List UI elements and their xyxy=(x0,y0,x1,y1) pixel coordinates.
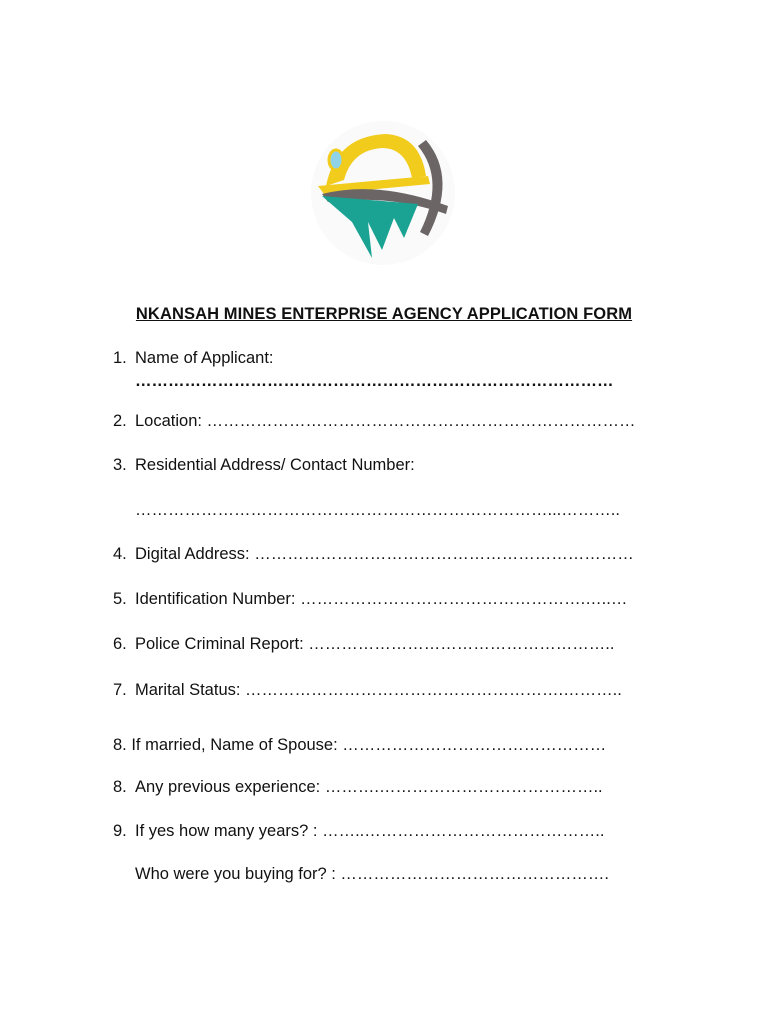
item-identification-number xyxy=(113,589,627,609)
item-number: 2. xyxy=(113,412,127,430)
item-digital-address xyxy=(113,544,634,564)
item-residential-address xyxy=(113,455,415,475)
item-number: 5. xyxy=(113,590,127,608)
item-number: 4. xyxy=(113,545,127,563)
item-marital-status xyxy=(113,680,622,700)
item-years-experience xyxy=(113,821,604,841)
digital-address-field[interactable]: Digital Address: …………………………………………………………… xyxy=(135,545,634,563)
identification-number-field[interactable]: Identification Number: …………………………………………….…..… xyxy=(135,590,628,608)
helmet-lamp-icon xyxy=(329,150,343,170)
item-number: 9. xyxy=(113,822,127,840)
buying-for-field[interactable]: Who were you buying for? : …………………………………………. xyxy=(135,865,610,883)
item-number: 8. xyxy=(113,778,127,796)
name-of-applicant-field[interactable]: …………………………………………………………………………… xyxy=(135,372,614,390)
item-previous-experience xyxy=(113,777,603,797)
item-number: 7. xyxy=(113,681,127,699)
item-number: 3. xyxy=(113,456,127,474)
location-field[interactable]: Location: …………………………………………………………………… xyxy=(135,412,636,430)
previous-experience-field[interactable]: Any previous experience: ……….………………………………….. xyxy=(135,778,603,796)
spouse-name-field[interactable]: 8. If married, Name of Spouse: ………………………………………… xyxy=(113,736,607,754)
field-label: Residential Address/ Contact Number: xyxy=(135,456,415,474)
item-location xyxy=(113,411,636,431)
form-title: NKANSAH MINES ENTERPRISE AGENCY APPLICATION FORM xyxy=(135,305,633,323)
item-number: 1. xyxy=(113,349,127,367)
residential-address-field[interactable]: …………………………………………………………………...……….. xyxy=(135,501,620,519)
police-criminal-report-field[interactable]: Police Criminal Report: ……………………………………………….. xyxy=(135,635,615,653)
field-label: Name of Applicant: xyxy=(135,349,274,367)
item-number: 6. xyxy=(113,635,127,653)
item-name-of-applicant xyxy=(113,348,274,368)
item-police-criminal-report xyxy=(113,634,614,654)
company-logo xyxy=(308,118,458,268)
marital-status-field[interactable]: Marital Status: ………………………………………………….……….. xyxy=(135,681,622,699)
years-experience-field[interactable]: If yes how many years? : ……..…………………………………….. xyxy=(135,822,605,840)
